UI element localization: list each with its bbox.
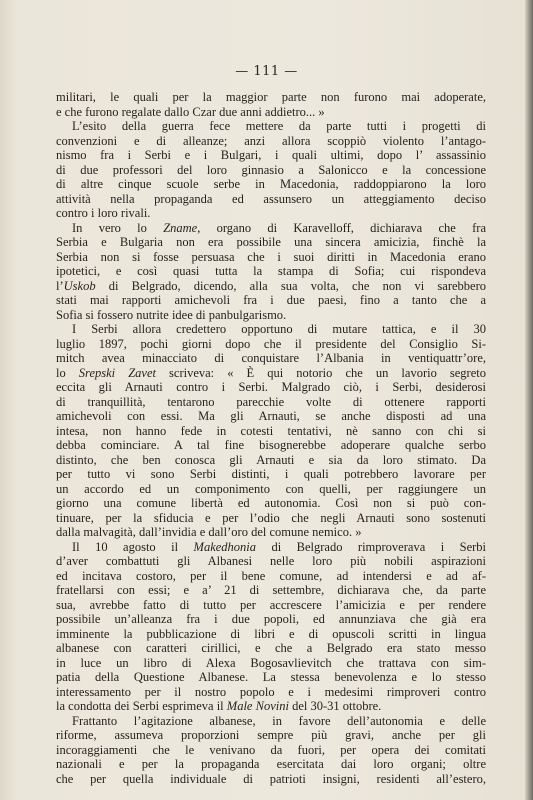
text-fragment: nazionali e per la propaganda esercitata dai loro organi; oltre (56, 757, 486, 771)
text-line (56, 366, 486, 381)
text-line (56, 351, 486, 366)
text-fragment: attività nella propaganda ed assunsero un atteggiamento deciso (56, 191, 486, 206)
text-fragment: di Belgrado, dicendo, alla sua volta, che non vi sarebbero (95, 278, 486, 293)
text-line (56, 90, 486, 105)
text-line (56, 322, 486, 337)
text-fragment: che per quella individuale di patrioti insigni, residenti all’estero, (56, 771, 486, 786)
text-fragment: di tranquillità, tentarono parecchie volte di ottenere rapporti (56, 394, 486, 409)
text-fragment: Serbia non si fosse persuasa che i suoi diritti in Macedonia erano (56, 249, 486, 264)
text-line (56, 728, 486, 743)
text-fragment: eccita gli Arnauti contro i Serbi. Malgrado ciò, i Serbi, desiderosi (56, 380, 486, 394)
text-line (56, 569, 486, 584)
text-fragment: di due professori del loro ginnasio a Salonicco e la concessione (56, 162, 486, 177)
text-fragment: dalla malvagità, dall’invidia e dall’oro del comune nemico. » (56, 525, 362, 539)
text-fragment: Sofia si fossero nutrite idee di panbulgarismo. (56, 307, 287, 322)
text-line (56, 221, 486, 236)
text-fragment: la condotta dei Serbi esprimeva il (56, 699, 227, 713)
text-line (56, 554, 486, 569)
text-line (56, 250, 486, 265)
text-fragment: luglio 1897, pochi giorni dopo che il presidente del Consiglio Si- (56, 336, 486, 351)
text-fragment: debba cominciare. A tal fine bisognerebbe adoperare qualche serbo (56, 438, 486, 452)
text-fragment: possibile un’alleanza fra i due popoli, ed annunziava che già era (56, 612, 486, 626)
text-line (56, 641, 486, 656)
text-fragment: scriveva: « È qui notorio che un lavorio segreto (155, 365, 486, 380)
text-line (56, 192, 486, 207)
text-fragment: distinto, che ben conosca gli Arnauti e sia da loro stimato. Da (56, 452, 486, 467)
text-fragment: d’aver combattuti gli Albanesi nelle loro più nobili aspirazioni (56, 554, 486, 568)
text-line (56, 177, 486, 192)
text-line (56, 525, 486, 540)
text-fragment: ed incitava costoro, per il bene comune, ad intendersi e ad af- (56, 568, 486, 583)
text-line (56, 714, 486, 729)
text-fragment: del 30-31 ottobre. (288, 699, 382, 713)
text-fragment: militari, le quali per la maggior parte non furono mai adoperate, (56, 90, 486, 104)
text-line (56, 279, 486, 294)
body-text (56, 90, 486, 786)
text-line (56, 757, 486, 772)
text-line (56, 105, 486, 120)
text-fragment: amichevoli con essi. Ma gli Arnauti, se anche disposti ad una (56, 409, 486, 423)
text-line (56, 235, 486, 250)
text-fragment: sua, avrebbe fatto di tutto per accrescere l’amicizia e per rendere (56, 597, 486, 612)
text-fragment: Il 10 agosto il (72, 539, 194, 554)
text-fragment: riforme, assumeva proporzioni sempre più gravi, anche per gli (56, 728, 486, 742)
text-fragment: Frattanto l’agitazione albanese, in favore dell’autonomia e delle (72, 713, 486, 728)
text-line (56, 308, 486, 323)
text-line (56, 293, 486, 308)
text-line (56, 482, 486, 497)
text-fragment: contro i loro rivali. (56, 206, 151, 220)
text-line (56, 467, 486, 482)
text-line (56, 438, 486, 453)
page-edge-shadow (525, 0, 533, 800)
text-fragment: L’esito della guerra fece mettere da parte tutti i progetti di (72, 119, 486, 133)
text-line (56, 264, 486, 279)
text-fragment: patia della Questione Albanese. La stessa benevolenza e lo stesso (56, 670, 486, 684)
text-line (56, 583, 486, 598)
text-line (56, 612, 486, 627)
text-line (56, 409, 486, 424)
page-number: — 111 — (235, 64, 298, 79)
text-fragment: interessamento per il nostro popolo e i medesimi rimproveri contro (56, 684, 486, 699)
text-fragment: nismo fra i Serbi e i Bulgari, i quali ultimi, dopo l’ assassinio (56, 148, 486, 162)
text-line (56, 496, 486, 511)
italic-title: Uskob (63, 278, 96, 293)
text-fragment: mitch avea minacciato di conquistare l’Albania in ventiquattr’ore, (56, 351, 486, 365)
italic-title: Male Novini (226, 699, 289, 713)
italic-title: Zname (163, 220, 198, 235)
text-line (56, 598, 486, 613)
text-fragment: In vero lo (72, 220, 164, 235)
text-fragment: imminente la pubblicazione di libri e di opuscoli scritti in lingua (56, 626, 486, 641)
text-line (56, 540, 486, 555)
text-line (56, 148, 486, 163)
text-fragment: intesa, non hanno fede in cotesti tentativi, nè sanno con chi si (56, 423, 486, 438)
text-fragment: e che furono regalate dallo Czar due anni addietro... » (56, 104, 325, 119)
text-fragment: un accordo ed un componimento con quelli, per raggiungere un (56, 481, 486, 496)
text-line (56, 670, 486, 685)
text-fragment: I Serbi allora credettero opportuno di mutare tattica, e il 30 (72, 322, 486, 336)
text-line (56, 627, 486, 642)
text-line (56, 743, 486, 758)
text-line (56, 206, 486, 221)
text-fragment: , organo di Karavelloff, dichiarava che fra (197, 220, 486, 235)
text-fragment: l’ (56, 278, 64, 293)
text-line (56, 337, 486, 352)
text-fragment: albanese con caratteri cirillici, e che a Belgrado era stato messo (56, 641, 486, 655)
text-fragment: incoraggiamenti che le venivano da fuori, per opera dei comitati (56, 742, 486, 757)
text-line (56, 395, 486, 410)
text-fragment: in luce un libro di Alexa Bogosavlievitch che trattava con sim- (56, 655, 486, 670)
text-fragment: Serbia e Bulgaria non era possibile una sincera amicizia, finchè la (56, 235, 486, 249)
text-line (56, 453, 486, 468)
text-line (56, 119, 486, 134)
text-fragment: tinuare, per la sfiducia e per l’odio che negli Arnauti sono sostenuti (56, 510, 486, 525)
text-fragment: convenzioni e di alleanze; anzi allora scoppiò violento l’antago- (56, 133, 486, 148)
text-fragment: ipotetici, e così quasi tutta la stampa di Sofia; cui rispondeva (56, 264, 486, 278)
text-line (56, 163, 486, 178)
text-fragment: lo (56, 365, 79, 380)
text-line (56, 699, 486, 714)
text-fragment: fratellarsi con essi; e a’ 21 di settembre, dichiarava che, da parte (56, 583, 486, 597)
text-line (56, 511, 486, 526)
text-line (56, 134, 486, 149)
text-line (56, 656, 486, 671)
text-fragment: di altre cinque scuole serbe in Macedonia, raddoppiarono la loro (56, 177, 486, 191)
text-fragment: giorno una comune libertà ed autonomia. Così non si può con- (56, 496, 486, 510)
text-line (56, 424, 486, 439)
italic-title: Srepski Zavet (78, 365, 156, 380)
text-line (56, 685, 486, 700)
text-line (56, 380, 486, 395)
text-line (56, 772, 486, 787)
text-fragment: stati mai rapporti amichevoli fra i due paesi, fino a tanto che a (56, 293, 486, 307)
text-fragment: per tutto vi sono Serbi distinti, i quali potrebbero lavorare per (56, 467, 486, 481)
text-fragment: di Belgrado rimproverava i Serbi (256, 539, 486, 554)
italic-title: Makedhonia (193, 539, 257, 554)
